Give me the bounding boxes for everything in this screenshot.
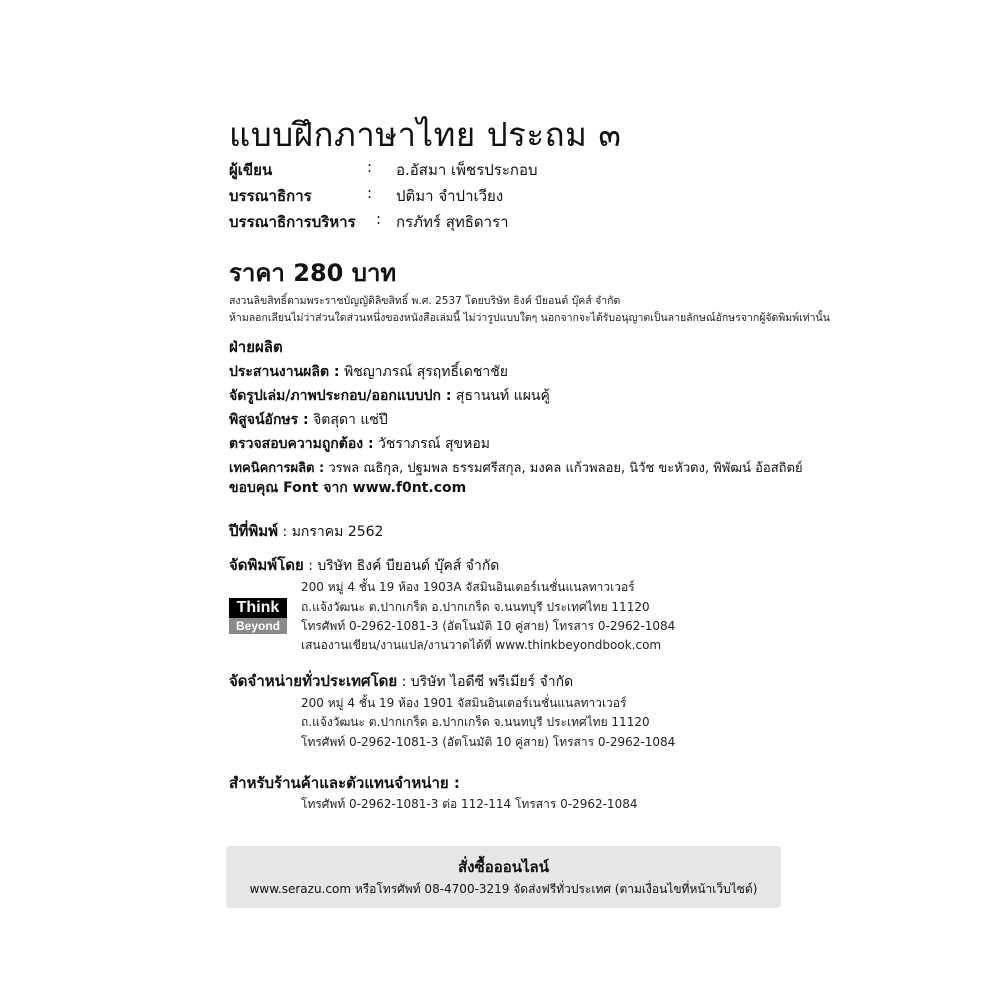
thanks-text: ขอบคุณ Font จาก www.f0nt.com	[229, 480, 467, 496]
production-row	[229, 409, 388, 431]
book-title: แบบฝึกภาษาไทย ประถม ๓	[229, 115, 622, 154]
production-row-value: วรพล ณธิกุล, ปฐมพล ธรรมศรีสกุล, มงคล แก้วพลอย, นิวัช ขะหัวดง, พิพัฒน์ อ้อสถิตย์	[324, 461, 803, 476]
logo-beyond-text: Beyond	[229, 618, 287, 634]
distributor-value: : บริษัท ไอดีซี พรีเมียร์ จำกัด	[397, 674, 574, 690]
distributor-line	[229, 669, 573, 693]
credit-colon: :	[376, 210, 382, 228]
production-row-value: วัชราภรณ์ สุขหอม	[373, 436, 490, 452]
online-order-box	[226, 846, 781, 908]
publish-year-value: : มกราคม 2562	[278, 524, 384, 540]
distributor-address-line: โทรศัพท์ 0-2962-1081-3 (อัตโนมัติ 10 คู่สาย) โทรสาร 0-2962-1084	[301, 735, 676, 749]
production-row-label: เทคนิคการผลิต :	[229, 461, 325, 476]
credit-colon: :	[367, 184, 373, 202]
production-row-label: ประสานงานผลิต :	[229, 364, 340, 380]
production-row	[229, 433, 490, 455]
credit-value-executive-editor: กรภัทร์ สุทธิดารา	[396, 213, 509, 231]
production-row-value: พิชญาภรณ์ สุรฤทธิ์เดชาชัย	[339, 364, 508, 380]
credit-label-author: ผู้เขียน	[229, 161, 273, 179]
credit-value-author: อ.อัสมา เพ็ชรประกอบ	[396, 161, 538, 179]
credit-label-executive-editor: บรรณาธิการบริหาร	[229, 213, 356, 231]
production-row	[229, 361, 508, 383]
production-row	[229, 457, 803, 478]
production-row-value: จิตสุดา แซ่ปึ	[308, 412, 388, 428]
publisher-label: จัดพิมพ์โดย	[229, 556, 304, 574]
retail-label: สำหรับร้านค้าและตัวแทนจำหน่าย :	[229, 774, 460, 792]
think-beyond-logo	[229, 598, 287, 634]
production-row-label: พิสูจน์อักษร :	[229, 412, 309, 428]
online-order-subtitle: www.serazu.com หรือโทรศัพท์ 08-4700-3219 จัดส่งฟรีทั่วประเทศ (ตามเงื่อนไขที่หน้าเว็บไซต์)	[249, 882, 758, 896]
distributor-address-line: ถ.แจ้งวัฒนะ ต.ปากเกร็ด อ.ปากเกร็ด จ.นนทบุรี ประเทศไทย 11120	[301, 715, 650, 729]
publisher-address-line: 200 หมู่ 4 ชั้น 19 ห้อง 1903A จัสมินอินเตอร์เนชั่นแนลทาวเวอร์	[301, 580, 635, 594]
publisher-address-line: ถ.แจ้งวัฒนะ ต.ปากเกร็ด อ.ปากเกร็ด จ.นนทบุรี ประเทศไทย 11120	[301, 600, 650, 614]
copyright-line-1: สงวนลิขสิทธิ์ตามพระราชบัญญัติลิขสิทธิ์ พ.ศ. 2537 โดยบริษัท ธิงค์ บียอนด์ บุ๊คส์ จำกัด	[229, 295, 621, 307]
production-row-label: ตรวจสอบความถูกต้อง :	[229, 436, 374, 452]
publish-year	[229, 519, 383, 543]
credit-value-editor: ปติมา จำปาเวียง	[396, 187, 504, 205]
distributor-address-line: 200 หมู่ 4 ชั้น 19 ห้อง 1901 จัสมินอินเตอร์เนชั่นแนลทาวเวอร์	[301, 696, 627, 710]
online-order-title: สั่งซื้อออนไลน์	[458, 858, 549, 876]
price: ราคา 280 บาท	[229, 259, 397, 287]
thanks-line	[229, 477, 466, 499]
publisher-address-line: โทรศัพท์ 0-2962-1081-3 (อัตโนมัติ 10 คู่สาย) โทรสาร 0-2962-1084	[301, 619, 676, 633]
credit-label-editor: บรรณาธิการ	[229, 187, 312, 205]
production-row-label: จัดรูปเล่ม/ภาพประกอบ/ออกแบบปก :	[229, 388, 452, 404]
production-row	[229, 385, 550, 407]
retail-phone-line: โทรศัพท์ 0-2962-1081-3 ต่อ 112-114 โทรสาร 0-2962-1084	[301, 797, 638, 811]
publisher-value: : บริษัท ธิงค์ บียอนด์ บุ๊คส์ จำกัด	[303, 558, 500, 574]
logo-think-text: Think	[229, 598, 287, 618]
credit-colon: :	[367, 158, 373, 176]
production-row-value: สุธานนท์ แผนคู้	[451, 388, 550, 404]
publisher-line	[229, 553, 499, 577]
distributor-label: จัดจำหน่ายทั่วประเทศโดย	[229, 672, 398, 690]
copyright-line-2: ห้ามลอกเลียนไม่ว่าส่วนใดส่วนหนึ่งของหนังสือเล่มนี้ ไม่ว่ารูปแบบใดๆ นอกจากจะได้รับอนุญาตเป็นลายลักษณ์อักษรจากผู้จัดพิมพ์เท่านั้น	[229, 312, 830, 324]
production-heading: ฝ่ายผลิต	[229, 338, 283, 356]
publish-year-label: ปีที่พิมพ์	[229, 522, 279, 540]
publisher-address-line: เสนองานเขียน/งานแปล/งานวาดได้ที่ www.thinkbeyondbook.com	[301, 638, 662, 652]
